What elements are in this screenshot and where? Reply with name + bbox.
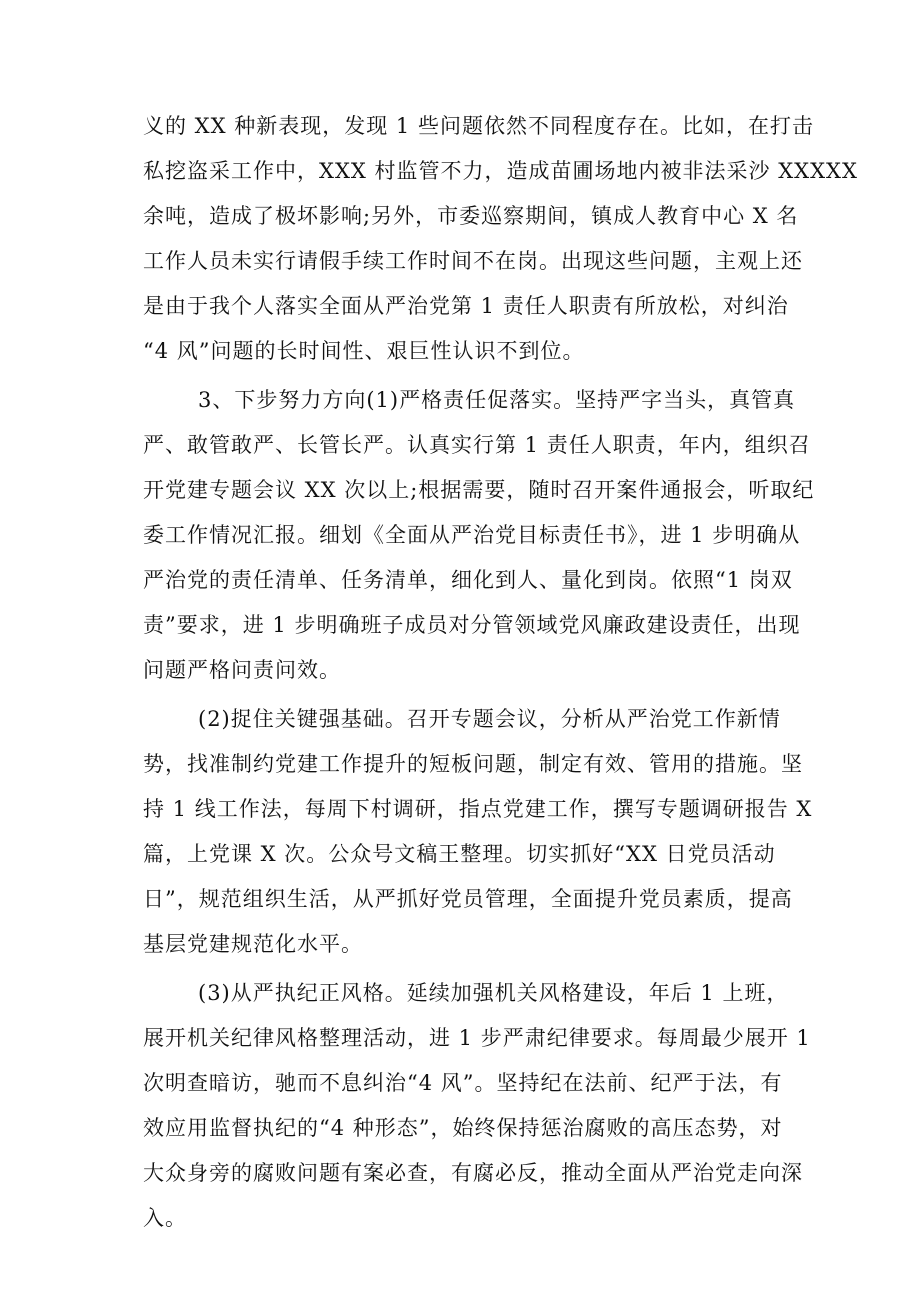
text-line: 次明查暗访，驰而不息纠治“4 风”。坚持纪在法前、纪严于法，有 (143, 1071, 783, 1095)
paragraph-p4 (143, 971, 811, 1241)
text-line: 责”要求，进 1 步明确班子成员对分管领域党风廉政建设责任，出现 (143, 613, 801, 637)
text-line: (2)捉住关键强基础。召开专题会议，分析从严治党工作新情 (198, 707, 781, 731)
text-line: 私挖盗采工作中，XXX 村监管不力，造成苗圃场地内被非法采沙 XXXXX (143, 159, 858, 183)
document-body (143, 104, 858, 1241)
text-line: 篇，上党课 X 次。公众号文稿王整理。切实抓好“XX 日党员活动 (143, 842, 776, 866)
text-line: 势，找准制约党建工作提升的短板问题，制定有效、管用的措施。坚 (143, 752, 803, 776)
text-line: 是由于我个人落实全面从严治党第 1 责任人职责有所放松，对纠治 (143, 294, 789, 318)
text-line: 余吨，造成了极坏影响;另外，市委巡察期间，镇成人教育中心 X 名 (143, 204, 799, 228)
text-line: 基层党建规范化水平。 (143, 932, 363, 956)
text-line: 持 1 线工作法，每周下村调研，指点党建工作，撰写专题调研报告 X (143, 797, 813, 821)
text-line: 展开机关纪律风格整理活动，进 1 步严肃纪律要求。每周最少展开 1 (143, 1026, 811, 1050)
text-line: 委工作情况汇报。细划《全面从严治党目标责任书》，进 1 步明确从 (143, 523, 801, 547)
text-line: 问题严格问责问效。 (143, 658, 341, 682)
text-line: 义的 XX 种新表现，发现 1 些问题依然不同程度存在。比如，在打击 (143, 114, 814, 138)
text-line: 严治党的责任清单、任务清单，细化到人、量化到岗。依照“1 岗双 (143, 568, 793, 592)
text-line: “4 风”问题的长时间性、艰巨性认识不到位。 (143, 339, 585, 363)
text-line: (3)从严执纪正风格。延续加强机关风格建设，年后 1 上班， (198, 981, 789, 1005)
text-line: 开党建专题会议 XX 次以上;根据需要，随时召开案件通报会，听取纪 (143, 478, 815, 502)
text-line: 大众身旁的腐败问题有案必查，有腐必反，推动全面从严治党走向深 (143, 1161, 803, 1185)
paragraph-p3 (143, 697, 813, 967)
text-line: 3、下步努力方向(1)严格责任促落实。坚持严字当头，真管真 (198, 388, 796, 412)
text-line: 日”，规范组织生活，从严抓好党员管理，全面提升党员素质，提高 (143, 887, 793, 911)
paragraph-p2 (143, 378, 815, 693)
text-line: 严、敢管敢严、长管长严。认真实行第 1 责任人职责，年内，组织召 (143, 433, 811, 457)
text-line: 效应用监督执纪的“4 种形态”，始终保持惩治腐败的高压态势，对 (143, 1116, 783, 1140)
text-line: 工作人员未实行请假手续工作时间不在岗。出现这些问题，主观上还 (143, 249, 803, 273)
paragraph-p1 (143, 104, 858, 374)
text-line: 入。 (143, 1206, 187, 1230)
